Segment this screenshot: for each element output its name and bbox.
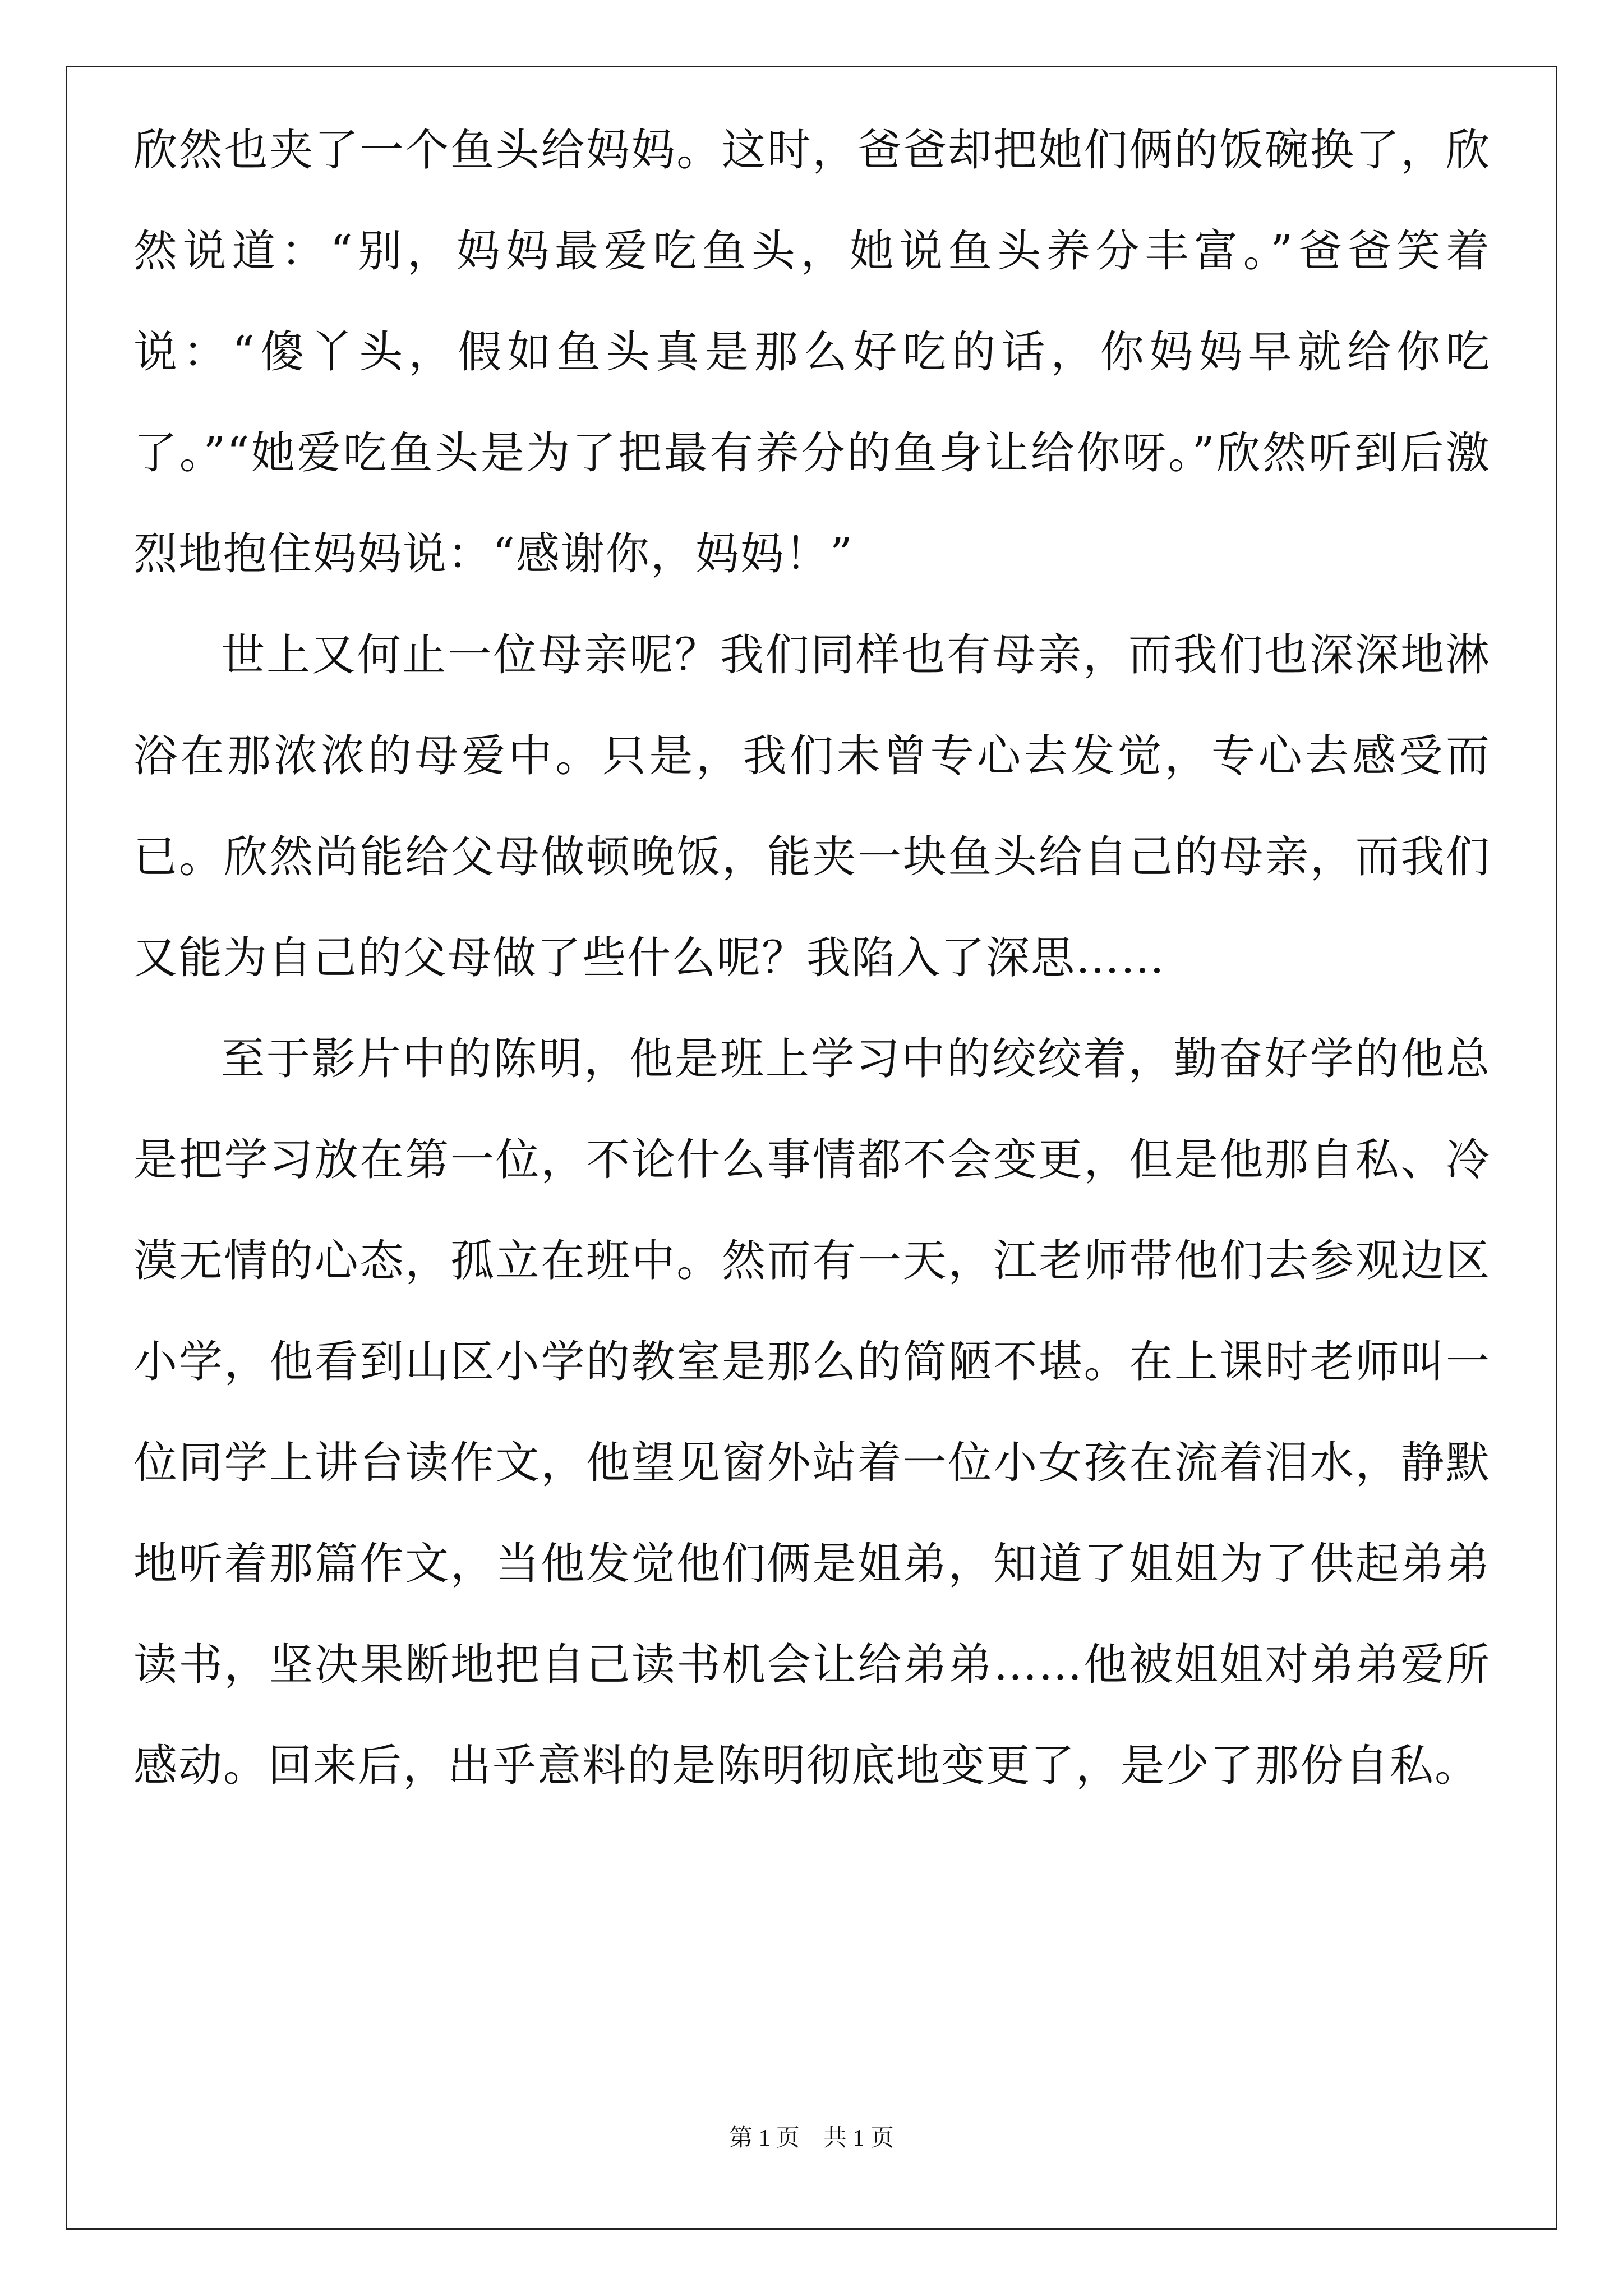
document-body — [133, 100, 1491, 1816]
paragraph-2: 世上又何止一位母亲呢？我们同样也有母亲，而我们也深深地淋浴在那浓浓的母爱中。只是，我们未曾专心去发觉，专心去感受而已。欣然尚能给父母做顿晚饭，能夹一块鱼头给自己的母亲，而我们又能为自己的父母做了些什么呢？我陷入了深思…… — [133, 630, 1491, 983]
paragraph-3: 至于影片中的陈明，他是班上学习中的绞绞着，勤奋好学的他总是把学习放在第一位，不论什么事情都不会变更，但是他那自私、冷漠无情的心态，孤立在班中。然而有一天，江老师带他们去参观边区小学，他看到山区小学的教室是那么的简陋不堪。在上课时老师叫一位同学上讲台读作文，他望见窗外站着一位小女孩在流着泪水，静默地听着那篇作文，当他发觉他们俩是姐弟，知道了姐姐为了供起弟弟读书，坚决果断地把自己读书机会让给弟弟……他被姐姐对弟弟爱所感动。回来后，出乎意料的是陈明彻底地变更了，是少了那份自私。 — [133, 1034, 1491, 1791]
page-number-footer: 第 1 页 共 1 页 — [728, 2125, 894, 2151]
paragraph-1: 欣然也夹了一个鱼头给妈妈。这时，爸爸却把她们俩的饭碗换了，欣然说道：“别，妈妈最爱吃鱼头，她说鱼头养分丰富。”爸爸笑着说：“傻丫头，假如鱼头真是那么好吃的话，你妈妈早就给你吃了。”“她爱吃鱼头是为了把最有养分的鱼身让给你呀。”欣然听到后激烈地抱住妈妈说：“感谢你，妈妈！” — [133, 125, 1491, 579]
